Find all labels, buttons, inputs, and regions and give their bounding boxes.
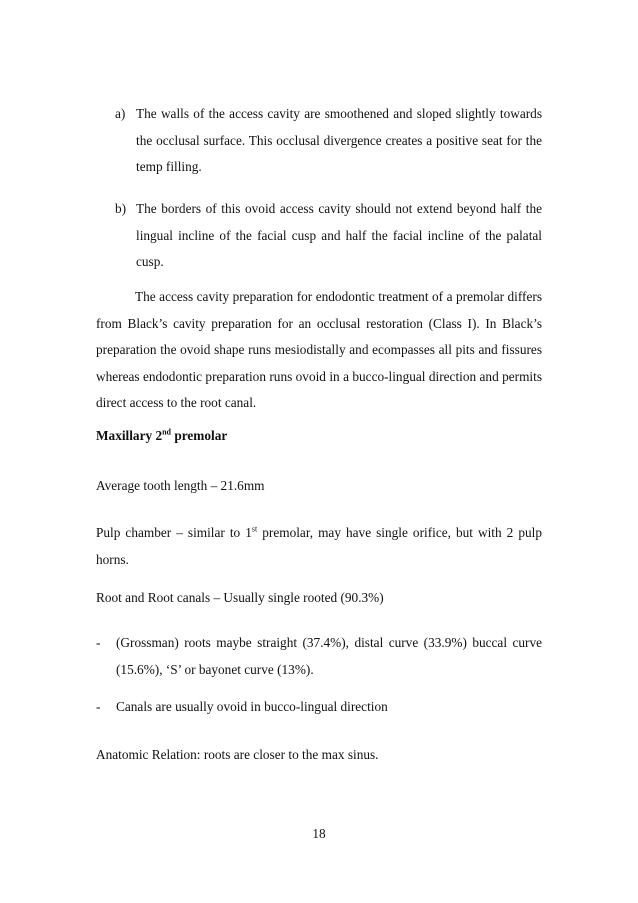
anatomic-relation: Anatomic Relation: roots are closer to the max sinus. — [96, 747, 379, 762]
intro-paragraph: The access cavity preparation for endodontic treatment of a premolar differs from Black’s cavity preparation for an occlusal restoration (Class I). In Black’s preparation the ovoid shape runs mesiodistally and ecompasses all pits and fissures whereas endodontic preparation runs ovoid in a bucco-lingual direction and permits direct access to the root canal. — [96, 289, 542, 410]
list-item-a — [115, 101, 542, 181]
dash-item-roots — [96, 630, 542, 683]
pulp-chamber-text: Pulp chamber – similar to 1 — [96, 525, 252, 540]
page-number: 18 — [312, 826, 326, 841]
section-heading — [96, 423, 542, 450]
dash-marker: - — [96, 635, 101, 650]
heading-text: Maxillary 2 — [96, 428, 163, 443]
list-marker: b) — [115, 201, 127, 216]
dash-marker: - — [96, 699, 101, 714]
list-item-text: The borders of this ovoid access cavity should not extend beyond half the lingual incline of the facial cusp and half the facial incline of the palatal cusp. — [136, 201, 542, 269]
root-canals-line: Root and Root canals – Usually single rooted (90.3%) — [96, 590, 384, 605]
tooth-length: Average tooth length – 21.6mm — [96, 478, 265, 493]
list-item-text: The walls of the access cavity are smoothened and sloped slightly towards the occlusal surface. This occlusal divergence creates a positive seat for the temp filling. — [136, 106, 542, 174]
list-item-b — [115, 196, 542, 276]
list-marker: a) — [115, 106, 126, 121]
pulp-chamber-paragraph — [96, 520, 542, 573]
heading-superscript: nd — [162, 427, 172, 437]
dash-item-text: Canals are usually ovoid in bucco-lingual direction — [116, 699, 388, 714]
pulp-chamber-text-suffix: premolar, may have single orifice, but with 2 pulp horns. — [96, 525, 542, 567]
pulp-chamber-superscript: st — [251, 524, 258, 534]
heading-text-suffix: premolar — [171, 428, 228, 443]
dash-item-text: (Grossman) roots maybe straight (37.4%), distal curve (33.9%) buccal curve (15.6%), ‘S’ or bayonet curve (13%). — [116, 635, 542, 677]
dash-item-canals — [96, 694, 542, 721]
